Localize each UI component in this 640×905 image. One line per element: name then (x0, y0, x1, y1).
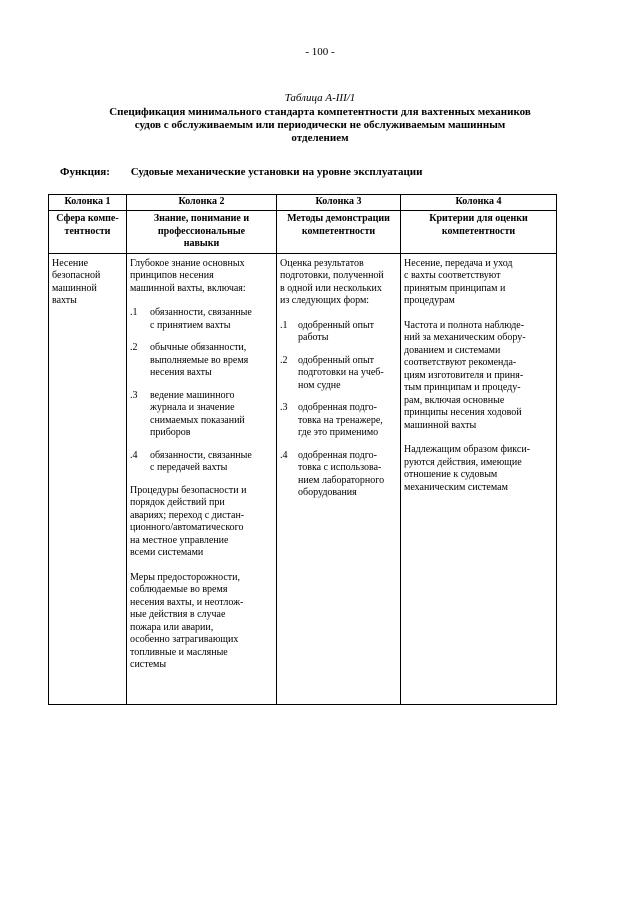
column-header-row (49, 211, 557, 254)
column-header: Знание, понимание и профессиональные навыки (127, 211, 277, 254)
knowledge-intro: Глубокое знание основных принципов несения машинной вахты, включая: (130, 257, 246, 294)
list-item (280, 320, 397, 345)
item-text: одобренный опыт работы (298, 319, 375, 343)
table-caption: Таблица A-III/1 (284, 92, 356, 104)
item-number: .1 (280, 319, 288, 331)
item-text: обязанности, связанные с принятием вахты (150, 307, 252, 331)
table-title-line: отделением (291, 132, 349, 144)
methods-cell (277, 253, 401, 704)
item-text: обязанности, связанные с передачей вахты (150, 449, 252, 473)
table-row (49, 253, 557, 704)
list-item (130, 307, 273, 332)
item-text: одобренная подго- товка с использова- нием лабораторного оборудования (298, 449, 385, 498)
list-item (130, 390, 273, 440)
criteria-text: Частота и полнота наблюде- ний за механическим обору- дованием и системами соответствуют рекоменда- циям изготовителя и приня- тым принципам и процеду- рам, включая основные принципы несения ходовой машинной вахты (404, 319, 526, 431)
criteria-cell (401, 253, 557, 704)
function-value: Судовые механические установки на уровне эксплуатации (130, 166, 423, 178)
list-item (280, 450, 397, 500)
competence-cell: Несение безопасной машинной вахты (49, 253, 127, 704)
knowledge-cell (127, 253, 277, 704)
page-number: - 100 - (305, 46, 335, 58)
function-label: Функция: (60, 166, 110, 178)
column-number: Колонка 4 (401, 195, 557, 211)
column-number: Колонка 3 (277, 195, 401, 211)
item-number: .4 (280, 449, 288, 461)
item-number: .3 (280, 402, 288, 413)
item-text: ведение машинного журнала и значение снимаемых показаний приборов (150, 389, 245, 438)
item-text: обычные обязанности, выполняемые во время несения вахты (150, 342, 249, 378)
criteria-text: Несение, передача и уход с вахты соответствуют принятым принципам и процедурам (404, 257, 513, 306)
item-number: .1 (130, 307, 138, 318)
list-item (130, 450, 273, 475)
table-title (40, 106, 600, 145)
column-header: Критерии для оценки компетентности (401, 211, 557, 254)
table-title-line: судов с обслуживаемым или периодически не обслуживаемым машинным (134, 119, 506, 131)
criteria-text: Надлежащим образом фикси- руются действия, имеющие отношение к судовым механическим системам (404, 444, 531, 493)
column-number-row (49, 195, 557, 211)
competence-table (48, 194, 557, 705)
item-number: .4 (130, 449, 138, 461)
list-item (130, 342, 273, 380)
function-line (60, 166, 422, 178)
column-number: Колонка 2 (127, 195, 277, 211)
list-item (280, 355, 397, 393)
column-header: Методы демонстрации компетентности (277, 211, 401, 254)
safety-procedures-text: Процедуры безопасности и порядок действий при авариях; переход с дистан- ционного/автоматического на местное управление всеми системами (130, 484, 247, 558)
methods-intro: Оценка результатов подготовки, полученной в одной или нескольких из следующих форм: (280, 257, 384, 306)
column-header: Сфера компе- тентности (49, 211, 127, 254)
column-number: Колонка 1 (49, 195, 127, 211)
item-number: .2 (280, 354, 288, 366)
precautions-text: Меры предосторожности, соблюдаемые во время несения вахты, и неотлож- ные действия в случае пожара или аварии, особенно затрагивающих топливные и масляные системы (130, 571, 244, 670)
item-number: .3 (130, 389, 138, 401)
item-number: .2 (130, 342, 138, 353)
item-text: одобренная подго- товка на тренажере, где это применимо (298, 402, 383, 438)
list-item (280, 402, 397, 440)
item-text: одобренный опыт подготовки на учеб- ном судне (298, 354, 384, 391)
table-title-line: Спецификация минимального стандарта компетентности для вахтенных механиков (109, 106, 531, 118)
